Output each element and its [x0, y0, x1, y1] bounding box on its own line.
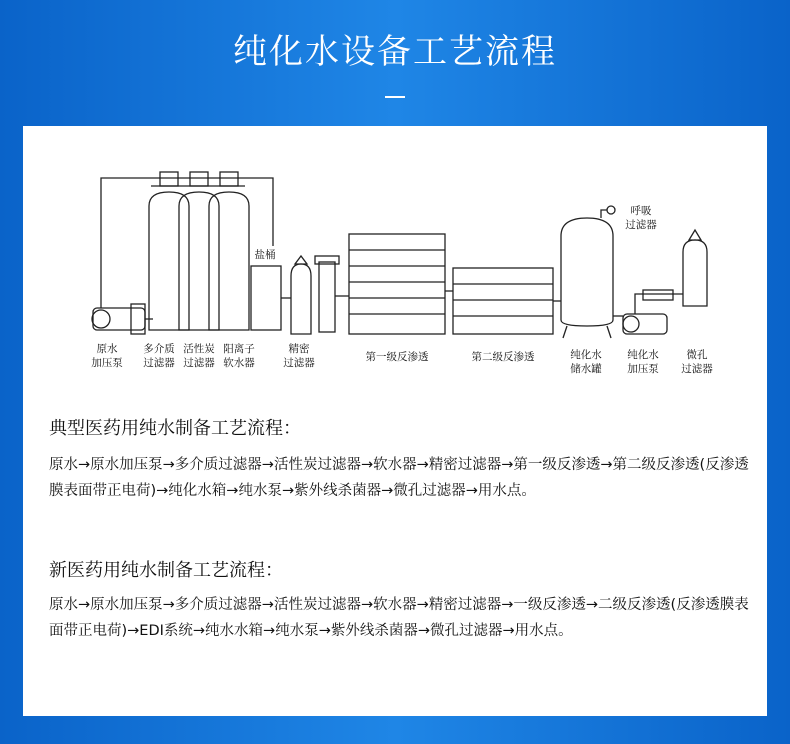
section-1-title: 典型医药用纯水制备工艺流程： — [49, 418, 301, 439]
high-pressure-pump-icon — [315, 256, 339, 332]
label-pure-pump: 纯化水 加压泵 — [627, 349, 659, 375]
salt-tank-icon — [251, 266, 281, 330]
ro1-rack-icon — [349, 234, 445, 334]
section-2-title: 新医药用纯水制备工艺流程： — [49, 560, 283, 581]
label-storage-tank: 纯化水 储水罐 — [570, 349, 602, 375]
precision-filter-icon — [291, 256, 311, 334]
label-carbon-filter: 活性炭 过滤器 — [183, 343, 215, 369]
label-ro1: 第一级反渗透 — [365, 351, 429, 363]
title-underline — [385, 96, 405, 98]
label-breath-filter: 呼吸 过滤器 — [625, 205, 657, 231]
label-raw-pump: 原水 加压泵 — [91, 343, 123, 369]
pure-pump-icon — [623, 314, 667, 334]
label-precision-filter: 精密 过滤器 — [283, 343, 315, 369]
raw-pump-icon — [92, 304, 153, 334]
micro-filter-icon — [683, 230, 707, 306]
label-ro2: 第二级反渗透 — [471, 351, 535, 363]
label-salt-tank: 盐桶 — [254, 249, 276, 261]
section-1-text: 原水→原水加压泵→多介质过滤器→活性炭过滤器→软水器→精密过滤器→第一级反渗透→第二级反渗透(反渗透膜表面带正电荷)→纯化水箱→纯水泵→紫外线杀菌器→微孔过滤器→用水点。 — [49, 457, 749, 499]
uv-sterilizer-icon — [643, 290, 673, 300]
page-title: 纯化水设备工艺流程 — [233, 32, 557, 72]
ro2-rack-icon — [453, 268, 553, 334]
label-multi-filter: 多介质 过滤器 — [143, 343, 175, 369]
storage-tank-icon — [561, 206, 615, 338]
section-2-text: 原水→原水加压泵→多介质过滤器→活性炭过滤器→软水器→精密过滤器→一级反渗透→二级反渗透(反渗透膜表面带正电荷)→EDI系统→纯水水箱→纯水泵→紫外线杀菌器→微孔过滤器→用水点。 — [49, 597, 749, 639]
label-softener: 阳离子 软水器 — [223, 343, 255, 369]
label-micro-filter: 微孔 过滤器 — [681, 349, 713, 375]
content-card — [23, 126, 767, 716]
